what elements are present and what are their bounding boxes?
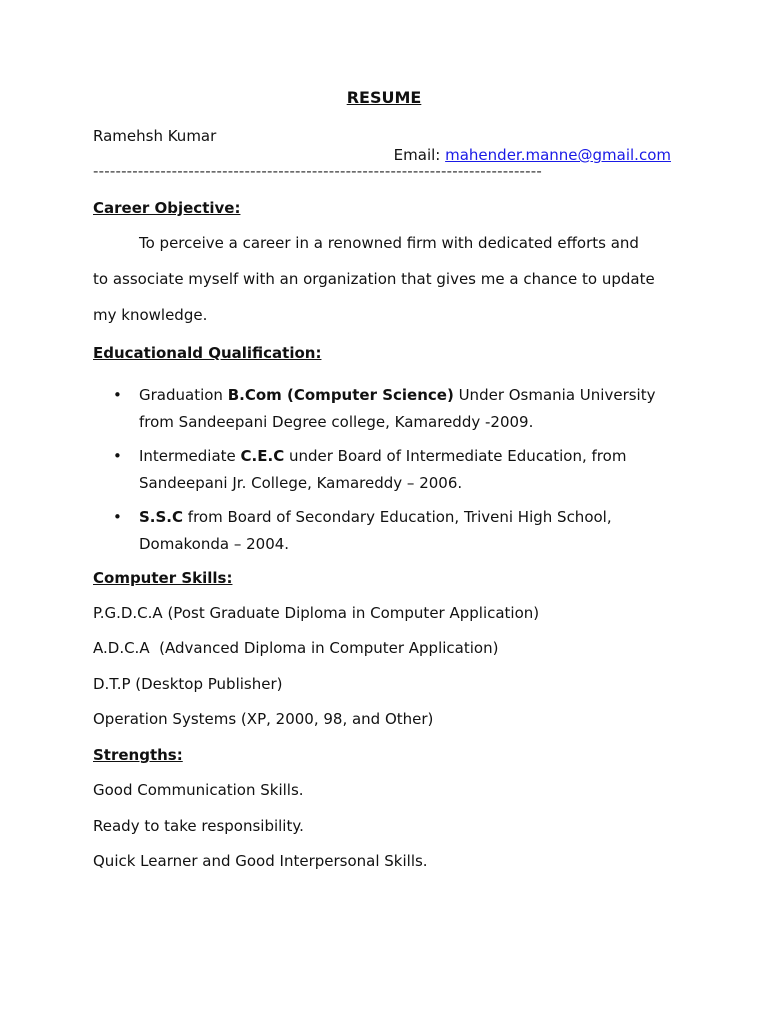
bullet-icon: • xyxy=(113,447,122,465)
computer-skill-item: D.T.P (Desktop Publisher) xyxy=(93,675,283,693)
computer-skill-item: A.D.C.A (Advanced Diploma in Computer Application) xyxy=(93,639,499,657)
header-divider: -------------------------------------------------------------------------------- xyxy=(93,162,543,180)
career-objective-heading: Career Objective: xyxy=(93,199,241,217)
career-objective-line: To perceive a career in a renowned firm with dedicated efforts and xyxy=(139,234,639,252)
email-label: Email: xyxy=(393,146,441,164)
strength-item: Quick Learner and Good Interpersonal Skills. xyxy=(93,852,428,870)
education-item-line1: S.S.C from Board of Secondary Education, Triveni High School, xyxy=(139,508,612,526)
document-title: RESUME xyxy=(346,88,422,107)
email-link[interactable]: mahender.manne@gmail.com xyxy=(445,146,671,164)
education-item-line1: Graduation B.Com (Computer Science) Under Osmania University xyxy=(139,386,656,404)
strength-item: Ready to take responsibility. xyxy=(93,817,304,835)
career-objective-line: my knowledge. xyxy=(93,306,208,324)
candidate-name: Ramehsh Kumar xyxy=(93,127,217,145)
education-item-line2: Sandeepani Jr. College, Kamareddy – 2006. xyxy=(139,474,463,492)
computer-skill-item: Operation Systems (XP, 2000, 98, and Other) xyxy=(93,710,434,728)
education-item-line2: Domakonda – 2004. xyxy=(139,535,290,553)
strength-item: Good Communication Skills. xyxy=(93,781,304,799)
computer-skill-item: P.G.D.C.A (Post Graduate Diploma in Computer Application) xyxy=(93,604,540,622)
computer-skills-heading: Computer Skills: xyxy=(93,569,233,587)
bullet-icon: • xyxy=(113,386,122,404)
strengths-heading: Strengths: xyxy=(93,746,183,764)
education-item-line1: Intermediate C.E.C under Board of Intermediate Education, from xyxy=(139,447,627,465)
bullet-icon: • xyxy=(113,508,122,526)
career-objective-line: to associate myself with an organization that gives me a chance to update xyxy=(93,270,655,288)
education-item-line2: from Sandeepani Degree college, Kamareddy -2009. xyxy=(139,413,534,431)
education-heading: Educationald Qualification: xyxy=(93,344,322,362)
